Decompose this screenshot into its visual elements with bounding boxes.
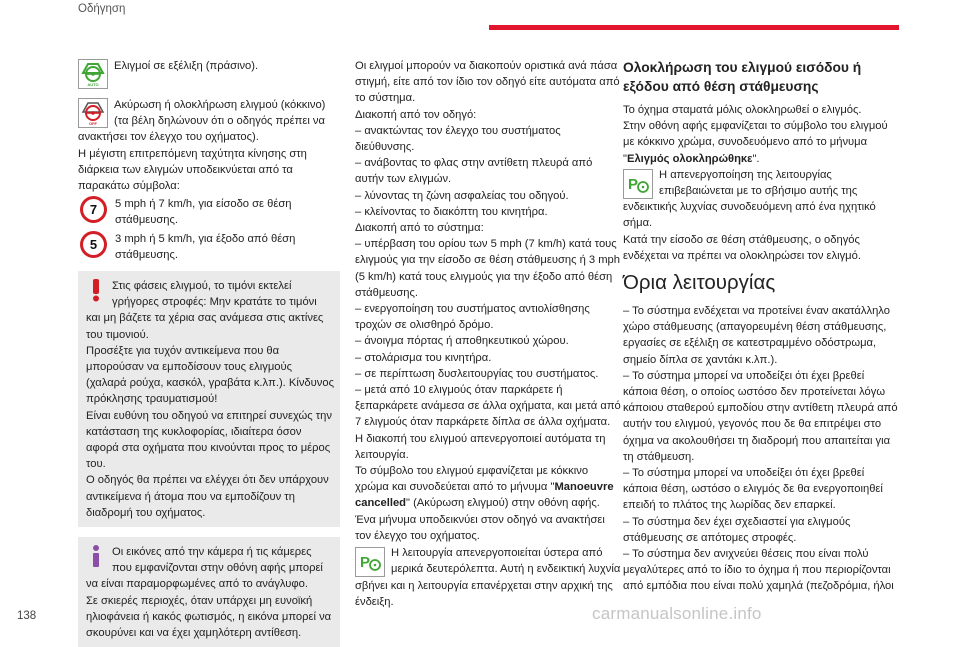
warning-p2: Προσέξτε για τυχόν αντικείμενα που θα μπορούσαν να εμποδίσουν τους ελιγμούς (χαλαρά ρούχα, κασκόλ, γραβάτα κ.λπ.). Κίνδυνος πρόκλησης τραυματισμού! <box>86 344 334 406</box>
park-icon-text: Η λειτουργία απενεργοποιείται ύστερα από μερικά δευτερόλεπτα. Αυτή η ενδεικτική λυχνία σβήνει και η λειτουργία επανέρχεται στην αρχική της ένδειξη. <box>355 547 621 608</box>
icon-row-park <box>355 545 621 610</box>
limits-heading: Όρια λειτουργίας <box>623 271 776 295</box>
off-label: OFF <box>89 121 97 126</box>
icon-row-green <box>78 58 340 89</box>
list-item: – ανάβοντας το φλας στην αντίθετη πλευρά από αυτήν των ελιγμών. <box>355 157 593 186</box>
list-item: – άνοιγμα πόρτας ή αποθηκευτικού χώρου. <box>355 335 569 348</box>
speed-sign-5-icon: 5 <box>80 231 107 258</box>
sign7-text: 5 mph ή 7 km/h, για είσοδο σε θέση στάθμευσης. <box>115 198 292 227</box>
list-item: – υπέρβαση του ορίου των 5 mph (7 km/h) κατά τους ελιγμούς για την είσοδο σε θέση στάθμευσης ή 3 mph (5 km/h) κατά τους ελιγμούς για την έξοδο από θέση στάθμευσης. <box>355 238 621 299</box>
section-heading: Ολοκλήρωση του ελιγμού εισόδου ή εξόδου από θέση στάθμευσης <box>623 60 862 94</box>
warning-p4: Ο οδηγός θα πρέπει να ελέγχει ότι δεν υπάρχουν αντικείμενα ή άτομα που να εμποδίζουν τη διαδρομή του οχήματος. <box>86 474 329 519</box>
list-item: – ανακτώντας τον έλεγχο του συστήματος διεύθυνσης. <box>355 124 561 154</box>
warning-icon <box>86 278 106 300</box>
sign-row-5 <box>78 231 340 263</box>
svg-text:P: P <box>360 554 371 572</box>
manoeuvre-completed-label: Ελιγμός ολοκληρώθηκε <box>626 152 753 165</box>
col3-p3: Κατά την είσοδο σε θέση στάθμευσης, ο οδηγός ενδέχεται να πρέπει να ολοκληρώσει τον ελιγμό. <box>623 233 861 262</box>
steering-wheel-off-icon <box>78 98 108 128</box>
col3-p2: Στην οθόνη αφής εμφανίζεται το σύμβολο του ελιγμού με κόκκινο χρώμα, συνοδευόμενο από το μήνυμα "Ελιγμός ολοκληρώθηκε". <box>623 120 888 165</box>
column-2 <box>355 58 621 610</box>
header-accent-bar <box>489 25 899 30</box>
list-item: – κλείνοντας το διακόπτη του κινητήρα. <box>355 205 548 218</box>
list-item: – Το σύστημα ενδέχεται να προτείνει έναν ακατάλληλο χώρο στάθμευσης (απαγορευμένη θέση στάθμευσης, εργασίες σε εξέλιξη σε κατεστραμμένο οδόστρωμα, σημείο δίπλα σε χαντάκι κ.λπ.). <box>623 305 890 366</box>
system-heading: Διακοπή από το σύστημα: <box>355 222 484 235</box>
header-title: Οδήγηση <box>78 3 126 15</box>
info-p2: Σε σκιερές περιοχές, όταν υπάρχει μη ευνοϊκή ηλιοφάνεια ή κακός φωτισμός, η εικόνα μπορεί να σκουρύνει και να έχει χαμηλότερη αντίθεση. <box>86 594 332 640</box>
warning-p1: Στις φάσεις ελιγμού, το τιμόνι εκτελεί γρήγορες στροφές: Μην κρατάτε το τιμόνι και μη βάζετε τα χέρια σας ανάμεσα στις ακτίνες του τιμονιού. <box>86 280 324 341</box>
sign5-text: 3 mph ή 5 km/h, για έξοδο από θέση στάθμευσης. <box>115 232 296 261</box>
column-1 <box>78 58 340 647</box>
list-item: – ενεργοποίηση του συστήματος αντιολίσθησης τροχών σε ολισθηρό δρόμο. <box>355 303 590 332</box>
park-assist-red-icon <box>623 169 653 199</box>
list-item: – Το σύστημα δεν έχει σχεδιαστεί για ελιγμούς στάθμευσης σε απότομες στροφές. <box>623 515 851 544</box>
info-box <box>78 537 340 647</box>
speed-intro: Η μέγιστη επιτρεπόμενη ταχύτητα κίνησης στη διάρκεια των ελιγμών υποδεικνύεται από τα παρακάτω σύμβολα: <box>78 147 307 193</box>
info-icon <box>86 544 106 566</box>
sign-row-7 <box>78 196 340 228</box>
icon-row-red <box>78 97 340 146</box>
page-number: 138 <box>17 610 37 622</box>
auto-deactivate-text: Η διακοπή του ελιγμού απενεργοποιεί αυτόματα τη λειτουργία. <box>355 432 606 461</box>
icon-green-text: Ελιγμοί σε εξέλιξη (πράσινο). <box>114 60 259 72</box>
driver-heading: Διακοπή από τον οδηγό: <box>355 108 477 121</box>
icon-red-text: Ακύρωση ή ολοκλήρωση ελιγμού (κόκκινο) (τα βέλη δηλώνουν ότι ο οδηγός πρέπει να ανακτήσει τον έλεγχο του οχήματος). <box>78 99 326 144</box>
icon-row-park-2 <box>623 167 899 232</box>
col2-intro: Οι ελιγμοί μπορούν να διακοπούν οριστικά ανά πάσα στιγμή, είτε από τον ίδιο τον οδηγό είτε αυτόματα από το σύστημα. <box>355 60 620 105</box>
auto-label: AUTO <box>87 82 99 87</box>
cancel-message-text: Το σύμβολο του ελιγμού εμφανίζεται με κόκκινο χρώμα και συνοδεύεται από το μήνυμα "Manoeuvre cancelled" (Ακύρωση ελιγμού) στην οθόνη αφής. <box>355 465 614 510</box>
warning-p3: Είναι ευθύνη του οδηγού να επιτηρεί συνεχώς την κατάσταση της κυκλοφορίας, ιδιαίτερα όσον αφορά στα οχήματα που κινούνται προς το μέρος του. <box>86 409 332 471</box>
list-item: – στολάρισμα του κινητήρα. <box>355 351 492 364</box>
watermark: carmanualsonline.info <box>592 604 762 623</box>
list-item: – μετά από 10 ελιγμούς όταν παρκάρετε ή ξεπαρκάρετε ανάμεσα σε άλλα οχήματα, και μετά από 7 ελιγμούς όταν παρκάρετε δίπλα σε άλλα οχήματα. <box>355 384 621 429</box>
col3-p1: Το όχημα σταματά μόλις ολοκληρωθεί ο ελιγμός. <box>623 104 862 116</box>
svg-text:P: P <box>628 175 639 193</box>
list-item: – σε περίπτωση δυσλειτουργίας του συστήματος. <box>355 367 599 380</box>
list-item: – Το σύστημα δεν ανιχνεύει θέσεις που είναι πολύ μεγαλύτερες από το ίδιο το όχημα ή που περιορίζονται από εμπόδια που είναι πολύ χαμηλά (πεζοδρόμια, ήλοι <box>623 548 894 593</box>
col3-icon-text: Η απενεργοποίηση της λειτουργίας επιβεβαιώνεται με το σβήσιμο αυτής της ενδεικτικής λυχνίας συνοδευόμενη από ένα ηχητικό σήμα. <box>623 168 876 230</box>
regain-control-text: Ένα μήνυμα υποδεικνύει στον οδηγό να ανακτήσει τον έλεγχο του οχήματος. <box>355 513 605 542</box>
list-item: – λύνοντας τη ζώνη ασφαλείας του οδηγού. <box>355 189 569 202</box>
warning-box <box>78 271 340 527</box>
manoeuvre-cancelled-label: Manoeuvre cancelled <box>355 481 614 510</box>
list-item: – Το σύστημα μπορεί να υποδείξει ότι έχει βρεθεί κάποια θέση, ωστόσο ο ελιγμός δε θα ενεργοποιηθεί επειδή το πλάτος της λωρίδας δεν επαρκεί. <box>623 467 883 512</box>
steering-wheel-auto-icon <box>78 59 108 89</box>
speed-sign-7-icon: 7 <box>80 196 107 223</box>
column-3 <box>623 58 899 595</box>
info-p1: Οι εικόνες από την κάμερα ή τις κάμερες που εμφανίζονται στην οθόνη αφής μπορεί να είναι παραμορφωμένες από το ανάγλυφο. <box>86 546 323 591</box>
list-item: – Το σύστημα μπορεί να υποδείξει ότι έχει βρεθεί κάποια θέση, ο οποίος ωστόσο δεν προτείνεται λόγω κάποιου σταθερού εμποδίου στην αντίθετη πλευρά από αυτήν του ελιγμού, γεγονός που δε θα επιτρέψει στο όχημα να ακολουθήσει τη διαδρομή που απαιτείται για τη στάθμευση. <box>623 369 898 463</box>
park-assist-icon <box>355 547 385 577</box>
